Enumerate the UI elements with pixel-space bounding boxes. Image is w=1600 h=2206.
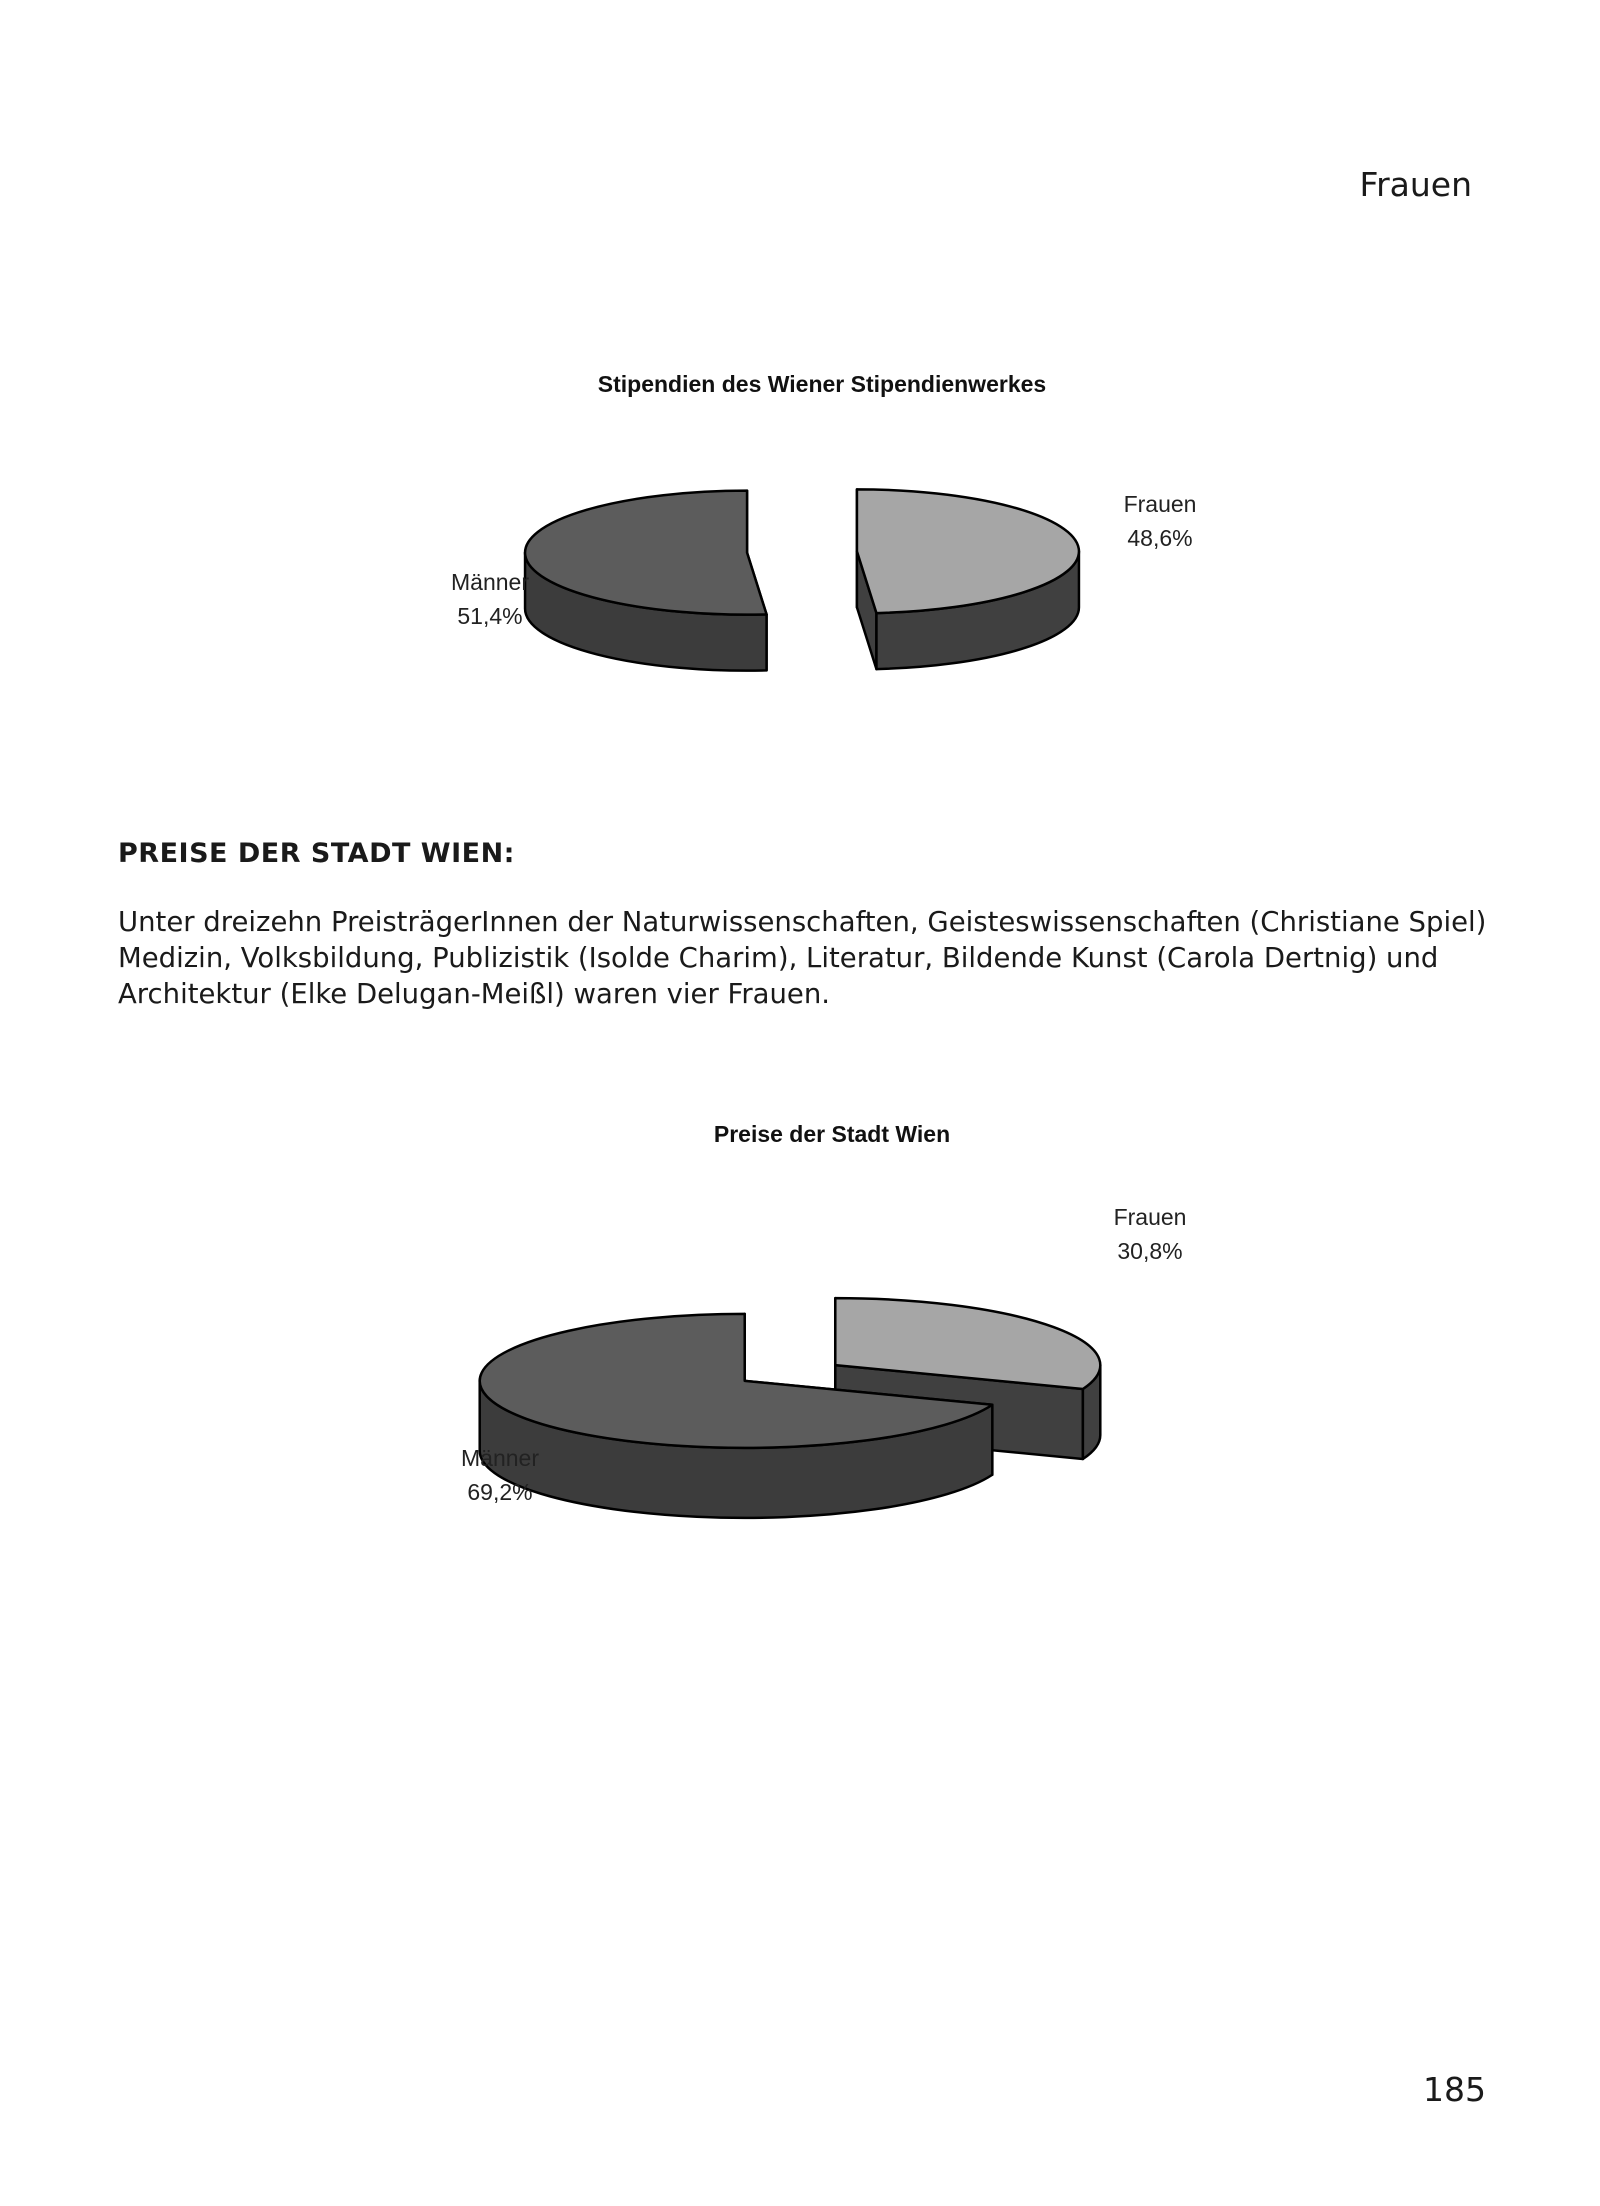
chart-title: Stipendien des Wiener Stipendienwerkes: [597, 371, 1047, 397]
slice-label-name: Frauen: [1123, 491, 1197, 517]
slice-label-name: Männer: [451, 569, 529, 595]
slice-label-value: 48,6%: [1127, 525, 1193, 551]
slice-label-name: Männer: [461, 1445, 539, 1471]
pie-slices: [525, 489, 1079, 670]
pie-chart-stipendien: [0, 360, 1600, 680]
slice-label-value: 51,4%: [457, 603, 523, 629]
chart-title: Preise der Stadt Wien: [713, 1121, 951, 1147]
section-heading: PREISE DER STADT WIEN:: [118, 838, 515, 869]
slice-label-value: 69,2%: [467, 1479, 533, 1505]
slice-label-name: Frauen: [1113, 1204, 1187, 1230]
slice-label-value: 30,8%: [1117, 1238, 1183, 1264]
page-number: 185: [1423, 2070, 1486, 2109]
pie-chart-preise: [0, 1110, 1600, 1530]
pie-slices: [480, 1298, 1101, 1518]
body-paragraph: Unter dreizehn PreisträgerInnen der Naturwissenschaften, Geisteswissenschaften (Christiane Spiel) Medizin, Volksbildung, Publizistik (Isolde Charim), Literatur, Bildende Kunst (Carola Dertnig) und Architektur (Elke Delugan-Meißl) waren vier Frauen.: [118, 906, 1487, 1010]
page-header: Frauen: [1359, 165, 1472, 204]
